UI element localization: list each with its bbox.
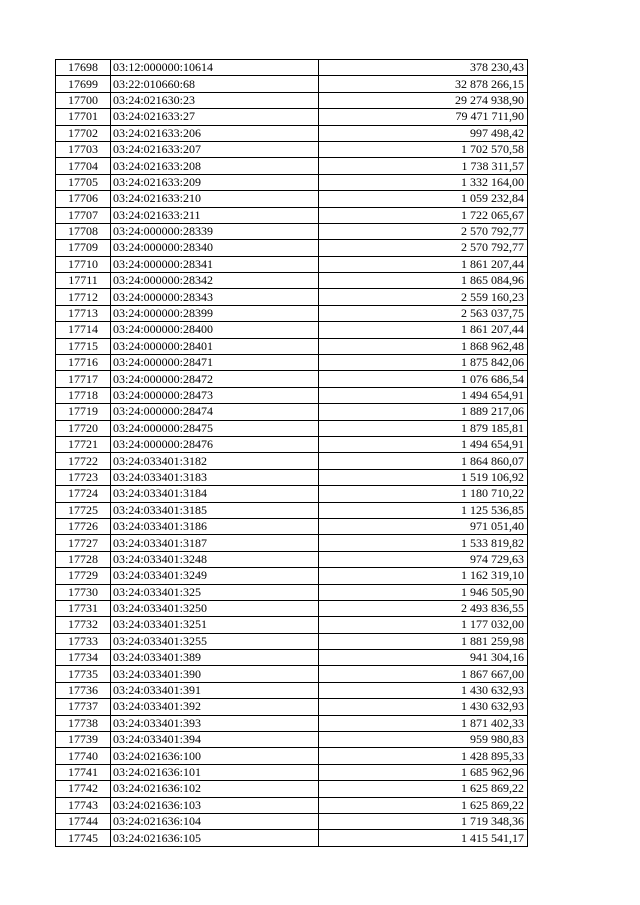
- cadastral-number-cell: 03:24:000000:28476: [111, 436, 319, 452]
- table-row: [56, 666, 528, 682]
- row-number-cell: 17702: [56, 125, 111, 141]
- value-cell: 29 274 938,90: [319, 92, 528, 108]
- cadastral-number-cell: 03:24:033401:3183: [111, 469, 319, 485]
- table-row: [56, 76, 528, 92]
- value-cell: 2 563 037,75: [319, 305, 528, 321]
- table-row: [56, 682, 528, 698]
- row-number-cell: 17744: [56, 813, 111, 829]
- cadastral-number-cell: 03:22:010660:68: [111, 76, 319, 92]
- value-cell: 1 702 570,58: [319, 141, 528, 157]
- table-row: [56, 371, 528, 387]
- value-cell: 1 332 164,00: [319, 174, 528, 190]
- row-number-cell: 17707: [56, 207, 111, 223]
- cadastral-number-cell: 03:24:021633:27: [111, 109, 319, 125]
- value-cell: 2 493 836,55: [319, 600, 528, 616]
- table-row: [56, 436, 528, 452]
- table-row: [56, 174, 528, 190]
- row-number-cell: 17730: [56, 584, 111, 600]
- value-cell: 1 430 632,93: [319, 699, 528, 715]
- cadastral-number-cell: 03:24:000000:28340: [111, 240, 319, 256]
- cadastral-number-cell: 03:24:033401:389: [111, 650, 319, 666]
- value-cell: 997 498,42: [319, 125, 528, 141]
- cadastral-number-cell: 03:24:021633:209: [111, 174, 319, 190]
- value-cell: 1 881 259,98: [319, 633, 528, 649]
- value-cell: 2 570 792,77: [319, 240, 528, 256]
- cadastral-number-cell: 03:24:033401:3182: [111, 453, 319, 469]
- cadastral-number-cell: 03:24:033401:394: [111, 732, 319, 748]
- value-cell: 1 415 541,17: [319, 830, 528, 846]
- value-cell: 974 729,63: [319, 551, 528, 567]
- row-number-cell: 17717: [56, 371, 111, 387]
- cadastral-number-cell: 03:24:000000:28400: [111, 322, 319, 338]
- value-cell: 1 125 536,85: [319, 502, 528, 518]
- row-number-cell: 17736: [56, 682, 111, 698]
- cadastral-value-table: [55, 59, 528, 847]
- value-cell: 1 867 667,00: [319, 666, 528, 682]
- value-cell: 1 519 106,92: [319, 469, 528, 485]
- row-number-cell: 17701: [56, 109, 111, 125]
- cadastral-number-cell: 03:24:000000:28472: [111, 371, 319, 387]
- cadastral-number-cell: 03:24:021636:105: [111, 830, 319, 846]
- row-number-cell: 17714: [56, 322, 111, 338]
- cadastral-number-cell: 03:24:033401:3255: [111, 633, 319, 649]
- cadastral-number-cell: 03:24:033401:391: [111, 682, 319, 698]
- table-row: [56, 764, 528, 780]
- table-row: [56, 518, 528, 534]
- table-row: [56, 404, 528, 420]
- cadastral-number-cell: 03:24:021633:208: [111, 158, 319, 174]
- row-number-cell: 17743: [56, 797, 111, 813]
- table-row: [56, 240, 528, 256]
- document-page: [55, 59, 527, 847]
- table-row: [56, 322, 528, 338]
- value-cell: 1 533 819,82: [319, 535, 528, 551]
- value-cell: 1 180 710,22: [319, 486, 528, 502]
- cadastral-number-cell: 03:24:021633:210: [111, 191, 319, 207]
- table-row: [56, 223, 528, 239]
- value-cell: 1 494 654,91: [319, 387, 528, 403]
- value-cell: 1 494 654,91: [319, 436, 528, 452]
- row-number-cell: 17716: [56, 355, 111, 371]
- row-number-cell: 17703: [56, 141, 111, 157]
- row-number-cell: 17731: [56, 600, 111, 616]
- value-cell: 1 625 869,22: [319, 781, 528, 797]
- cadastral-number-cell: 03:24:021636:102: [111, 781, 319, 797]
- value-cell: 959 980,83: [319, 732, 528, 748]
- row-number-cell: 17725: [56, 502, 111, 518]
- table-row: [56, 535, 528, 551]
- value-cell: 1 059 232,84: [319, 191, 528, 207]
- table-row: [56, 125, 528, 141]
- table-row: [56, 568, 528, 584]
- row-number-cell: 17706: [56, 191, 111, 207]
- cadastral-number-cell: 03:24:000000:28473: [111, 387, 319, 403]
- cadastral-number-cell: 03:24:033401:3184: [111, 486, 319, 502]
- row-number-cell: 17712: [56, 289, 111, 305]
- value-cell: 2 559 160,23: [319, 289, 528, 305]
- row-number-cell: 17704: [56, 158, 111, 174]
- cadastral-number-cell: 03:24:033401:3186: [111, 518, 319, 534]
- row-number-cell: 17709: [56, 240, 111, 256]
- cadastral-number-cell: 03:24:033401:3251: [111, 617, 319, 633]
- value-cell: 1 871 402,33: [319, 715, 528, 731]
- cadastral-number-cell: 03:24:000000:28399: [111, 305, 319, 321]
- row-number-cell: 17713: [56, 305, 111, 321]
- cadastral-number-cell: 03:24:033401:3249: [111, 568, 319, 584]
- value-cell: 1 625 869,22: [319, 797, 528, 813]
- row-number-cell: 17727: [56, 535, 111, 551]
- table-row: [56, 486, 528, 502]
- row-number-cell: 17735: [56, 666, 111, 682]
- value-cell: 1 879 185,81: [319, 420, 528, 436]
- table-row: [56, 600, 528, 616]
- cadastral-number-cell: 03:24:000000:28343: [111, 289, 319, 305]
- row-number-cell: 17745: [56, 830, 111, 846]
- table-row: [56, 830, 528, 846]
- table-row: [56, 797, 528, 813]
- value-cell: 1 875 842,06: [319, 355, 528, 371]
- row-number-cell: 17734: [56, 650, 111, 666]
- table-row: [56, 273, 528, 289]
- value-cell: 1 685 962,96: [319, 764, 528, 780]
- value-cell: 2 570 792,77: [319, 223, 528, 239]
- cadastral-number-cell: 03:24:000000:28341: [111, 256, 319, 272]
- table-row: [56, 453, 528, 469]
- table-row: [56, 207, 528, 223]
- row-number-cell: 17699: [56, 76, 111, 92]
- cadastral-number-cell: 03:24:033401:325: [111, 584, 319, 600]
- row-number-cell: 17738: [56, 715, 111, 731]
- cadastral-number-cell: 03:24:021630:23: [111, 92, 319, 108]
- row-number-cell: 17711: [56, 273, 111, 289]
- table-row: [56, 617, 528, 633]
- value-cell: 1 076 686,54: [319, 371, 528, 387]
- cadastral-number-cell: 03:24:021636:103: [111, 797, 319, 813]
- row-number-cell: 17732: [56, 617, 111, 633]
- row-number-cell: 17729: [56, 568, 111, 584]
- table-row: [56, 387, 528, 403]
- row-number-cell: 17728: [56, 551, 111, 567]
- table-row: [56, 502, 528, 518]
- value-cell: 1 177 032,00: [319, 617, 528, 633]
- value-cell: 1 430 632,93: [319, 682, 528, 698]
- table-row: [56, 732, 528, 748]
- row-number-cell: 17733: [56, 633, 111, 649]
- value-cell: 1 162 319,10: [319, 568, 528, 584]
- value-cell: 1 946 505,90: [319, 584, 528, 600]
- table-row: [56, 813, 528, 829]
- row-number-cell: 17715: [56, 338, 111, 354]
- value-cell: 32 878 266,15: [319, 76, 528, 92]
- value-cell: 1 865 084,96: [319, 273, 528, 289]
- cadastral-number-cell: 03:12:000000:10614: [111, 60, 319, 76]
- row-number-cell: 17724: [56, 486, 111, 502]
- row-number-cell: 17710: [56, 256, 111, 272]
- row-number-cell: 17698: [56, 60, 111, 76]
- value-cell: 1 861 207,44: [319, 322, 528, 338]
- table-row: [56, 551, 528, 567]
- value-cell: 1 889 217,06: [319, 404, 528, 420]
- row-number-cell: 17740: [56, 748, 111, 764]
- table-row: [56, 420, 528, 436]
- cadastral-number-cell: 03:24:021636:101: [111, 764, 319, 780]
- table-row: [56, 781, 528, 797]
- table-row: [56, 256, 528, 272]
- value-cell: 941 304,16: [319, 650, 528, 666]
- cadastral-number-cell: 03:24:021633:207: [111, 141, 319, 157]
- value-cell: 1 722 065,67: [319, 207, 528, 223]
- table-row: [56, 715, 528, 731]
- cadastral-number-cell: 03:24:000000:28339: [111, 223, 319, 239]
- cadastral-number-cell: 03:24:033401:392: [111, 699, 319, 715]
- row-number-cell: 17718: [56, 387, 111, 403]
- row-number-cell: 17722: [56, 453, 111, 469]
- table-row: [56, 141, 528, 157]
- row-number-cell: 17719: [56, 404, 111, 420]
- table-row: [56, 699, 528, 715]
- table-row: [56, 584, 528, 600]
- cadastral-number-cell: 03:24:033401:3185: [111, 502, 319, 518]
- row-number-cell: 17721: [56, 436, 111, 452]
- table-row: [56, 191, 528, 207]
- value-cell: 1 738 311,57: [319, 158, 528, 174]
- cadastral-number-cell: 03:24:021633:206: [111, 125, 319, 141]
- cadastral-number-cell: 03:24:000000:28474: [111, 404, 319, 420]
- value-cell: 1 719 348,36: [319, 813, 528, 829]
- table-row: [56, 748, 528, 764]
- cadastral-number-cell: 03:24:000000:28342: [111, 273, 319, 289]
- cadastral-number-cell: 03:24:021636:104: [111, 813, 319, 829]
- row-number-cell: 17737: [56, 699, 111, 715]
- value-cell: 1 868 962,48: [319, 338, 528, 354]
- table-row: [56, 60, 528, 76]
- value-cell: 971 051,40: [319, 518, 528, 534]
- cadastral-number-cell: 03:24:033401:390: [111, 666, 319, 682]
- cadastral-number-cell: 03:24:000000:28475: [111, 420, 319, 436]
- value-cell: 378 230,43: [319, 60, 528, 76]
- row-number-cell: 17739: [56, 732, 111, 748]
- cadastral-number-cell: 03:24:033401:393: [111, 715, 319, 731]
- cadastral-number-cell: 03:24:033401:3248: [111, 551, 319, 567]
- row-number-cell: 17723: [56, 469, 111, 485]
- row-number-cell: 17700: [56, 92, 111, 108]
- table-row: [56, 469, 528, 485]
- table-row: [56, 289, 528, 305]
- table-row: [56, 633, 528, 649]
- table-row: [56, 338, 528, 354]
- table-body: [56, 60, 528, 847]
- table-row: [56, 305, 528, 321]
- cadastral-number-cell: 03:24:033401:3187: [111, 535, 319, 551]
- table-row: [56, 650, 528, 666]
- value-cell: 1 428 895,33: [319, 748, 528, 764]
- value-cell: 1 864 860,07: [319, 453, 528, 469]
- table-row: [56, 158, 528, 174]
- row-number-cell: 17742: [56, 781, 111, 797]
- cadastral-number-cell: 03:24:000000:28401: [111, 338, 319, 354]
- cadastral-number-cell: 03:24:033401:3250: [111, 600, 319, 616]
- cadastral-number-cell: 03:24:021633:211: [111, 207, 319, 223]
- row-number-cell: 17708: [56, 223, 111, 239]
- table-row: [56, 109, 528, 125]
- row-number-cell: 17720: [56, 420, 111, 436]
- row-number-cell: 17705: [56, 174, 111, 190]
- cadastral-number-cell: 03:24:021636:100: [111, 748, 319, 764]
- table-row: [56, 92, 528, 108]
- row-number-cell: 17741: [56, 764, 111, 780]
- row-number-cell: 17726: [56, 518, 111, 534]
- cadastral-number-cell: 03:24:000000:28471: [111, 355, 319, 371]
- value-cell: 79 471 711,90: [319, 109, 528, 125]
- value-cell: 1 861 207,44: [319, 256, 528, 272]
- table-row: [56, 355, 528, 371]
